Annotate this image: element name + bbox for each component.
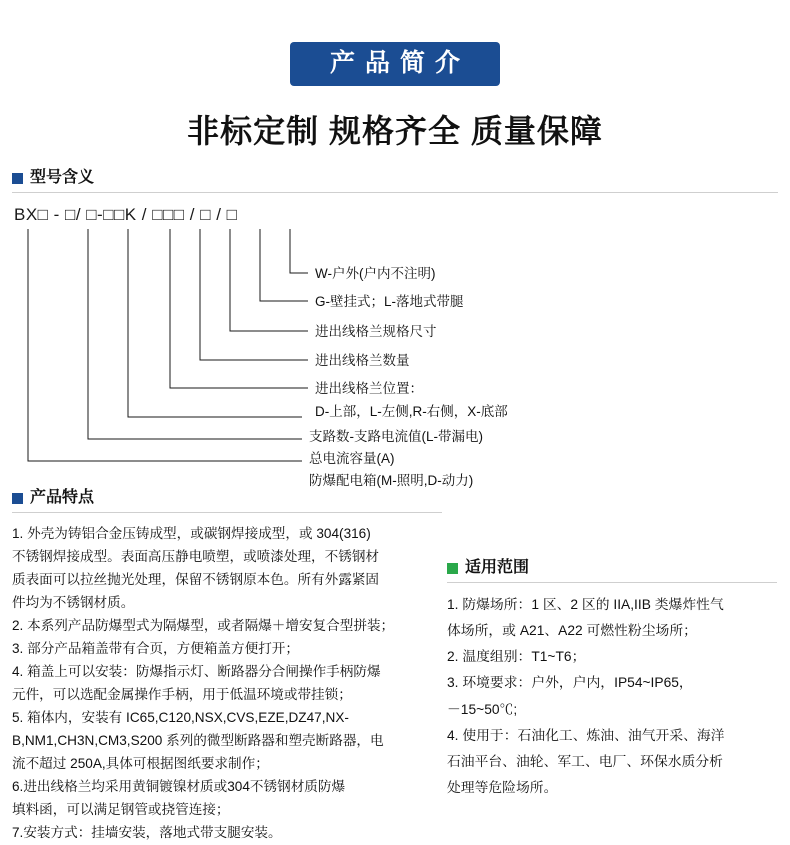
features-section-divider xyxy=(12,512,442,513)
leader-label-gland-position: 进出线格兰位置： xyxy=(315,381,423,396)
applicable-scope-section xyxy=(447,560,777,802)
scope-line: 2. 温度组别：T1~T6； xyxy=(447,649,586,665)
model-meaning-section xyxy=(12,169,778,488)
page-title-badge: 产品简介 xyxy=(290,42,500,86)
leader-label-mounting: G-壁挂式；L-落地式带腿 xyxy=(315,294,464,309)
model-leader-diagram xyxy=(12,227,778,488)
leader-label-gland-size: 进出线格兰规格尺寸 xyxy=(315,324,437,339)
feature-line: 填料函，可以满足钢管或挠管连接； xyxy=(12,802,230,818)
feature-line: 质表面可以拉丝抛光处理，保留不锈钢原本色。所有外露紧固 xyxy=(12,572,380,588)
scope-section-title: 适用范围 xyxy=(465,559,530,576)
leader-label-total-current: 总电流容量(A) xyxy=(309,451,395,466)
green-square-bullet-icon xyxy=(447,563,458,574)
scope-section-heading xyxy=(447,560,777,576)
features-section-heading xyxy=(12,490,442,506)
page-subtitle: 非标定制 规格齐全 质量保障 xyxy=(187,113,603,149)
feature-line: B,NM1,CH3N,CM3,S200 系列的微型断路器和塑壳断路器，电 xyxy=(12,733,384,749)
blue-square-bullet-icon xyxy=(12,173,23,184)
feature-line: 流不超过 250A,具体可根据图纸要求制作； xyxy=(12,756,269,772)
features-section-title: 产品特点 xyxy=(30,489,95,506)
features-list xyxy=(12,523,442,844)
scope-section-divider xyxy=(447,582,777,583)
scope-line: 石油平台、油轮、军工、电厂、环保水质分析 xyxy=(447,753,723,769)
feature-line: 4. 箱盖上可以安装：防爆指示灯、断路器分合闸操作手柄防爆 xyxy=(12,664,381,680)
leader-label-gland-qty: 进出线格兰数量 xyxy=(315,353,410,368)
scope-line: 3. 环境要求：户外，户内，IP54~IP65， xyxy=(447,675,693,691)
scope-line: 处理等危险场所。 xyxy=(447,779,558,795)
scope-list xyxy=(447,593,777,800)
product-features-section xyxy=(12,490,442,845)
model-section-heading xyxy=(12,170,778,186)
model-section-title: 型号含义 xyxy=(30,169,95,186)
model-section-divider xyxy=(12,192,778,193)
feature-line: 件均为不锈钢材质。 xyxy=(12,595,135,611)
leader-label-position-codes: D-上部，L-左侧,R-右侧，X-底部 xyxy=(315,404,508,419)
scope-line: 4. 使用于：石油化工、炼油、油气开采、海洋 xyxy=(447,727,725,743)
scope-line: 体场所，或 A21、A22 可燃性粉尘场所； xyxy=(447,623,697,639)
leader-label-branch-current: 支路数-支路电流值(L-带漏电) xyxy=(309,429,483,444)
leader-label-box-type: 防爆配电箱(M-照明,D-动力) xyxy=(309,473,474,488)
feature-line: 元件，可以选配金属操作手柄，用于低温环境或带挂锁； xyxy=(12,687,352,703)
feature-line: 6.进出线格兰均采用黄铜镀镍材质或304不锈钢材质防爆 xyxy=(12,779,346,795)
feature-line: 3. 部分产品箱盖带有合页，方便箱盖方便打开； xyxy=(12,641,299,657)
feature-line: 1. 外壳为铸铝合金压铸成型，或碳钢焊接成型，或 304(316) xyxy=(12,526,371,541)
scope-line: 1. 防爆场所：1 区、2 区的 IIA,IIB 类爆炸性气 xyxy=(447,597,724,612)
leader-label-outdoor: W-户外(户内不注明) xyxy=(315,266,436,281)
page-header xyxy=(0,0,790,152)
scope-line: －15~50℃; xyxy=(447,701,518,717)
model-code-string: BX□ - □/ □-□□K / □□□ / □ / □ xyxy=(14,205,238,224)
feature-line: 不锈钢焊接成型。表面高压静电喷塑，或喷漆处理，不锈钢材 xyxy=(12,549,380,565)
feature-line: 5. 箱体内，安装有 IC65,C120,NSX,CVS,EZE,DZ47,NX- xyxy=(12,710,349,726)
blue-square-bullet-icon xyxy=(12,493,23,504)
feature-line: 7.安装方式：挂墙安装，落地式带支腿安装。 xyxy=(12,825,282,841)
feature-line: 2. 本系列产品防爆型式为隔爆型，或者隔爆＋增安复合型拼装； xyxy=(12,618,395,634)
